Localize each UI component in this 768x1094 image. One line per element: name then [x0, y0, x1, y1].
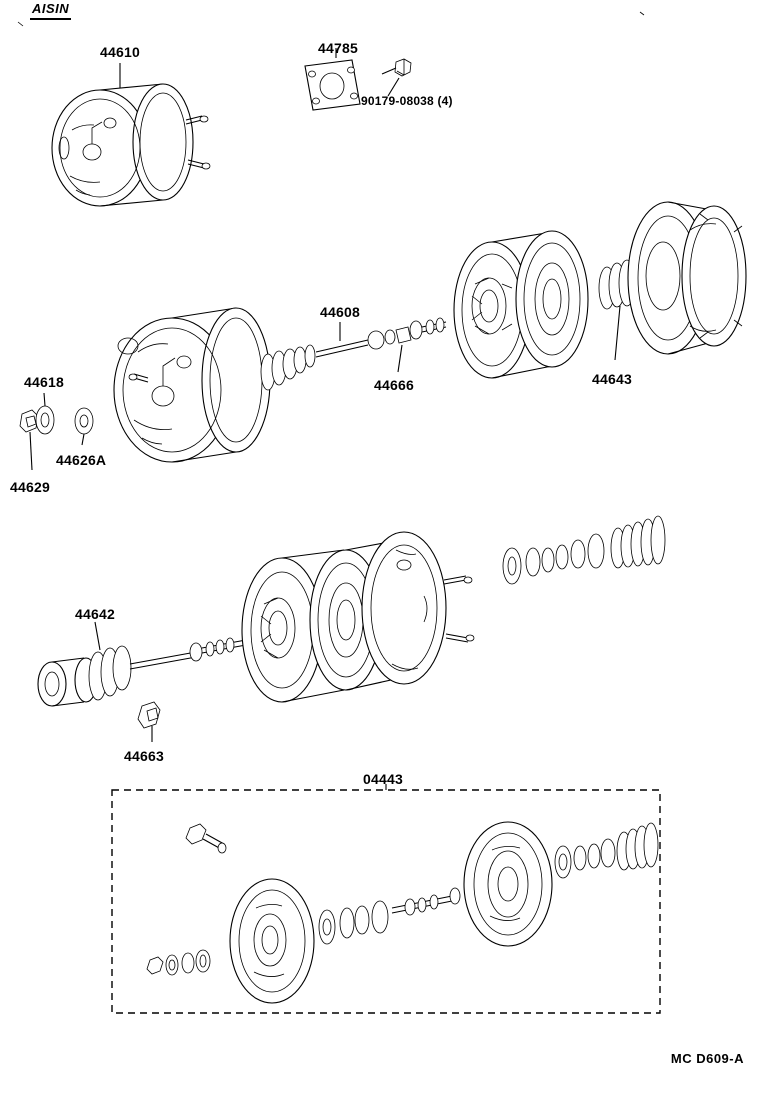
- part-label-44626A: 44626A: [56, 452, 107, 468]
- part-label-90179-08038: 90179-08038 (4): [361, 94, 453, 108]
- part-label-44666: 44666: [374, 377, 414, 393]
- part-label-04443: 04443: [363, 771, 403, 787]
- part-label-44629: 44629: [10, 479, 50, 495]
- brand-label: AISIN: [30, 0, 71, 20]
- part-label-44663: 44663: [124, 748, 164, 764]
- part-label-44608: 44608: [320, 304, 360, 320]
- part-label-44618: 44618: [24, 374, 64, 390]
- part-label-44610: 44610: [100, 44, 140, 60]
- part-label-44785: 44785: [318, 40, 358, 56]
- part-label-44642: 44642: [75, 606, 115, 622]
- footer-code: MC D609-A: [670, 1051, 744, 1066]
- part-label-44643: 44643: [592, 371, 632, 387]
